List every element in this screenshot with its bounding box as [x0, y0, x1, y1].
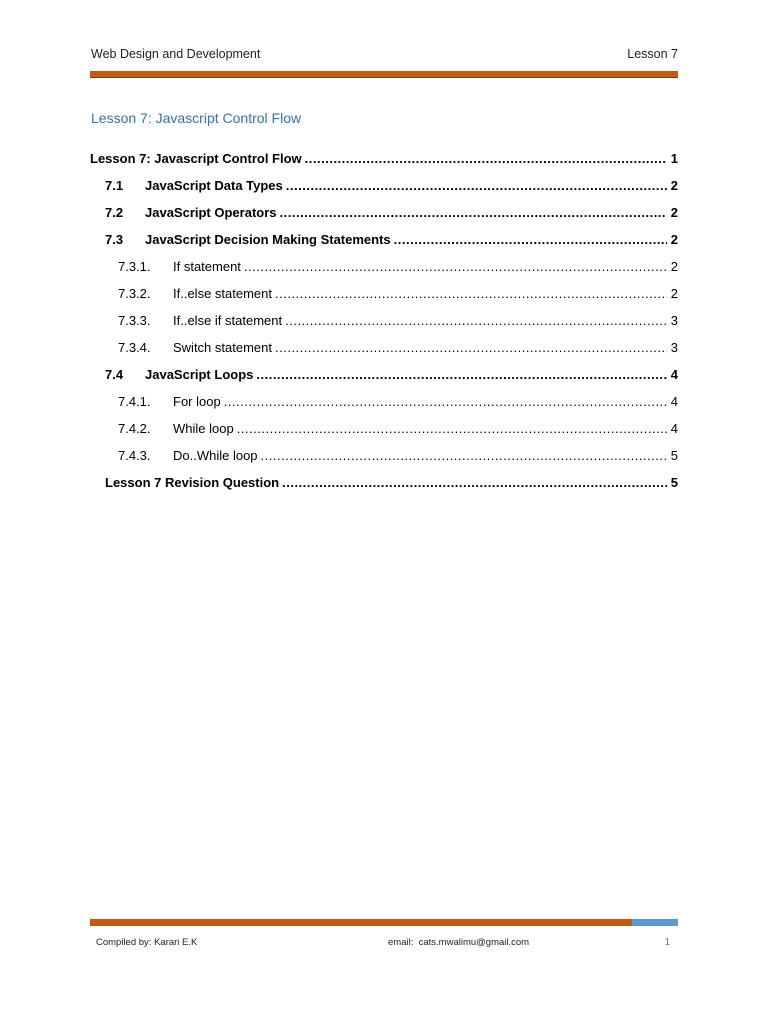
toc-entry-number: 7.3.3.: [118, 313, 151, 328]
toc-dot-leader: [256, 364, 667, 386]
toc-entry-page: 3: [670, 313, 678, 328]
toc-entry-number: 7.4.1.: [118, 394, 151, 409]
toc-entry-number: 7.1: [105, 178, 124, 193]
toc-entry-page: 2: [670, 205, 678, 220]
toc-entry-title: JavaScript Loops: [145, 367, 254, 382]
footer-email: email: cats.mwalimu@gmail.com: [388, 937, 530, 948]
toc-entry[interactable]: [90, 418, 678, 445]
toc-entry-title: For loop: [173, 394, 221, 409]
footer-page-number: 1: [664, 937, 670, 948]
toc-entry[interactable]: [90, 391, 678, 418]
toc-entry[interactable]: [90, 148, 678, 175]
toc-dot-leader: [224, 391, 667, 413]
footer-compiled-by: Compiled by: Karari E.K: [96, 937, 198, 948]
toc-entry-page: 2: [670, 178, 678, 193]
toc-dot-leader: [280, 202, 667, 224]
toc-entry[interactable]: [90, 445, 678, 472]
toc-dot-leader: [282, 472, 667, 494]
toc-entry-page: 5: [670, 475, 678, 490]
toc-entry-page: 2: [670, 232, 678, 247]
toc-dot-leader: [261, 445, 667, 467]
toc-entry-title: JavaScript Operators: [145, 205, 277, 220]
toc-dot-leader: [305, 148, 667, 170]
footer-divider-blue: [632, 919, 678, 926]
toc-entry[interactable]: [90, 337, 678, 364]
toc-dot-leader: [394, 229, 667, 251]
toc-entry-page: 3: [670, 340, 678, 355]
toc-entry[interactable]: [90, 364, 678, 391]
toc-entry[interactable]: [90, 202, 678, 229]
toc-entry[interactable]: [90, 175, 678, 202]
toc-entry-page: 5: [670, 448, 678, 463]
toc-entry[interactable]: [90, 229, 678, 256]
toc-entry-title: JavaScript Data Types: [145, 178, 283, 193]
toc-entry-number: 7.3.2.: [118, 286, 151, 301]
toc-entry-number: 7.3.4.: [118, 340, 151, 355]
toc-entry-page: 1: [670, 151, 678, 166]
toc-entry[interactable]: [90, 472, 678, 499]
toc-entry-title: Switch statement: [173, 340, 272, 355]
toc-entry-number: 7.3: [105, 232, 124, 247]
toc-entry-page: 2: [670, 286, 678, 301]
toc-entry-number: 7.4: [105, 367, 124, 382]
toc-entry-number: 7.2: [105, 205, 124, 220]
toc-entry-page: 4: [670, 421, 678, 436]
toc-dot-leader: [286, 175, 667, 197]
toc-entry-title: If..else if statement: [173, 313, 283, 328]
table-of-contents: [90, 148, 678, 499]
toc-entry[interactable]: [90, 310, 678, 337]
header-lesson-label: Lesson 7: [627, 47, 678, 61]
toc-entry-page: 2: [670, 259, 678, 274]
toc-entry-title: Lesson 7: Javascript Control Flow: [90, 151, 302, 166]
toc-dot-leader: [237, 418, 667, 440]
toc-entry[interactable]: [90, 283, 678, 310]
header-course-title: Web Design and Development: [91, 47, 261, 61]
toc-dot-leader: [275, 283, 667, 305]
toc-entry-title: Do..While loop: [173, 448, 258, 463]
toc-entry-page: 4: [670, 367, 678, 382]
toc-entry-title: If statement: [173, 259, 241, 274]
toc-dot-leader: [244, 256, 667, 278]
toc-entry-number: 7.4.2.: [118, 421, 151, 436]
toc-entry[interactable]: [90, 256, 678, 283]
toc-heading: Lesson 7: Javascript Control Flow: [91, 110, 302, 126]
toc-entry-title: If..else statement: [173, 286, 272, 301]
footer-divider-orange: [90, 919, 632, 926]
toc-dot-leader: [285, 310, 667, 332]
toc-dot-leader: [275, 337, 667, 359]
toc-entry-title: While loop: [173, 421, 234, 436]
toc-entry-number: 7.4.3.: [118, 448, 151, 463]
toc-entry-number: 7.3.1.: [118, 259, 151, 274]
header-divider: [90, 71, 678, 78]
toc-entry-title: Lesson 7 Revision Question: [105, 475, 280, 490]
toc-entry-title: JavaScript Decision Making Statements: [145, 232, 391, 247]
toc-entry-page: 4: [670, 394, 678, 409]
